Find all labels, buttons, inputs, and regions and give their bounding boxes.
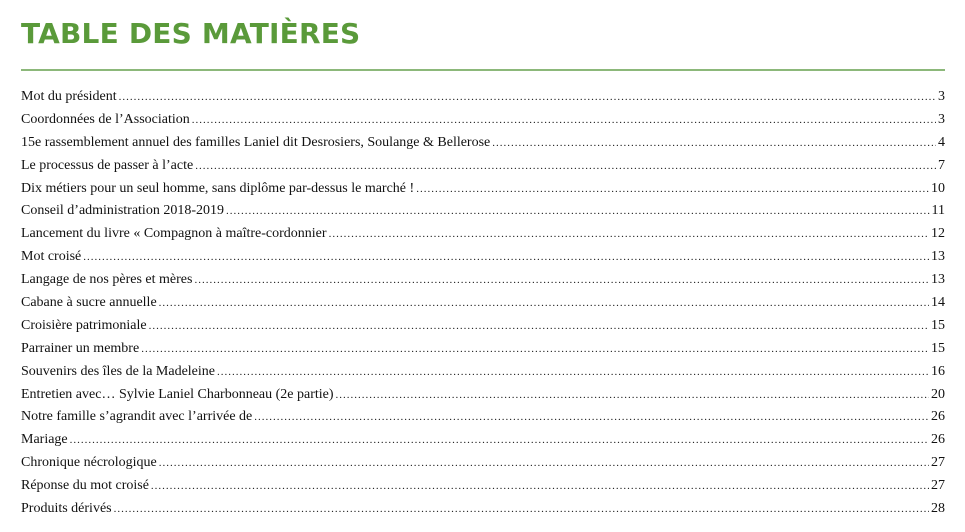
toc-entry-label: Lancement du livre « Compagnon à maître-cordonnier: [21, 226, 327, 242]
toc-entry[interactable]: [21, 361, 945, 384]
toc-leader-dots: [336, 384, 929, 407]
toc-entry-label: Dix métiers pour un seul homme, sans diplôme par-dessus le marché !: [21, 180, 415, 196]
toc-entry[interactable]: [21, 132, 945, 155]
toc-entry[interactable]: [21, 498, 945, 521]
toc-page-number: 4: [938, 134, 945, 150]
toc-entry[interactable]: [21, 246, 945, 269]
toc-page-number: 3: [938, 89, 945, 104]
toc-entry-label: Notre famille s’agrandit avec l’arrivée de: [21, 409, 253, 425]
toc-entry[interactable]: [21, 475, 945, 498]
toc-page-number: 12: [931, 226, 945, 242]
toc-page-number: 14: [931, 295, 945, 311]
toc-entry[interactable]: [21, 200, 945, 223]
toc-entry-label: Cabane à sucre annuelle: [21, 295, 157, 311]
toc-entry-label: Produits dérivés: [21, 501, 112, 517]
toc-leader-dots: [416, 178, 929, 201]
toc-page-number: 11: [931, 203, 945, 219]
toc-page-number: 27: [931, 478, 945, 494]
toc-entry-label: Souvenirs des îles de la Madeleine: [21, 363, 216, 379]
toc-leader-dots: [254, 406, 929, 429]
toc-page-number: 13: [931, 249, 945, 265]
toc-entry-label: Langage de nos pères et mères: [21, 272, 193, 288]
title-divider: [21, 69, 945, 71]
toc-entry[interactable]: [21, 155, 945, 178]
toc-entry-label: Le processus de passer à l’acte: [21, 157, 194, 173]
toc-leader-dots: [114, 498, 929, 521]
toc-entry-label: Parrainer un membre: [21, 340, 140, 356]
toc-entry[interactable]: [21, 292, 945, 315]
toc-leader-dots: [192, 109, 936, 132]
toc-entry[interactable]: [21, 223, 945, 246]
toc-entry[interactable]: [21, 315, 945, 338]
toc-leader-dots: [492, 132, 936, 155]
toc-leader-dots: [141, 338, 929, 361]
toc-leader-dots: [149, 315, 929, 338]
toc-entry[interactable]: [21, 269, 945, 292]
toc-entry-label: Chronique nécrologique: [21, 455, 157, 471]
toc-entry-label: Entretien avec… Sylvie Laniel Charbonneau (2e partie): [21, 386, 334, 402]
toc-entry-label: Réponse du mot croisé: [21, 478, 149, 494]
toc-entry[interactable]: [21, 109, 945, 132]
toc-entry-label: Mariage: [21, 432, 68, 448]
toc-leader-dots: [159, 292, 929, 315]
toc-entry[interactable]: [21, 338, 945, 361]
toc-entry[interactable]: [21, 178, 945, 201]
toc-entry[interactable]: [21, 452, 945, 475]
toc-page-number: 26: [931, 409, 945, 425]
toc-entry-label: Mot du président: [21, 89, 117, 104]
toc-page-number: 20: [931, 386, 945, 402]
toc-leader-dots: [194, 269, 929, 292]
toc-page-number: 15: [931, 340, 945, 356]
page-title: TABLE DES MATIÈRES: [21, 17, 361, 50]
toc-entry[interactable]: [21, 86, 945, 109]
toc-page-number: 26: [931, 432, 945, 448]
toc-page-number: 3: [938, 111, 945, 127]
toc-entry-label: Coordonnées de l’Association: [21, 111, 190, 127]
toc-page-number: 16: [931, 363, 945, 379]
toc-page-number: 13: [931, 272, 945, 288]
toc-leader-dots: [83, 246, 929, 269]
table-of-contents: [21, 86, 945, 521]
toc-entry[interactable]: [21, 384, 945, 407]
toc-leader-dots: [195, 155, 936, 178]
toc-leader-dots: [119, 86, 936, 109]
toc-leader-dots: [70, 429, 929, 452]
toc-leader-dots: [329, 223, 929, 246]
toc-entry-label: Mot croisé: [21, 249, 82, 265]
toc-leader-dots: [159, 452, 929, 475]
toc-page-number: 10: [931, 180, 945, 196]
toc-page-number: 28: [931, 501, 945, 517]
toc-entry-label: Conseil d’administration 2018-2019: [21, 203, 224, 219]
toc-leader-dots: [217, 361, 929, 384]
toc-entry[interactable]: [21, 406, 945, 429]
toc-page-number: 7: [938, 157, 945, 173]
toc-leader-dots: [151, 475, 929, 498]
toc-entry-label: Croisière patrimoniale: [21, 317, 147, 333]
toc-page-number: 15: [931, 317, 945, 333]
toc-page-number: 27: [931, 455, 945, 471]
toc-leader-dots: [226, 200, 930, 223]
toc-entry[interactable]: [21, 429, 945, 452]
toc-entry-label: 15e rassemblement annuel des familles Laniel dit Desrosiers, Soulange & Bellerose: [21, 134, 491, 150]
